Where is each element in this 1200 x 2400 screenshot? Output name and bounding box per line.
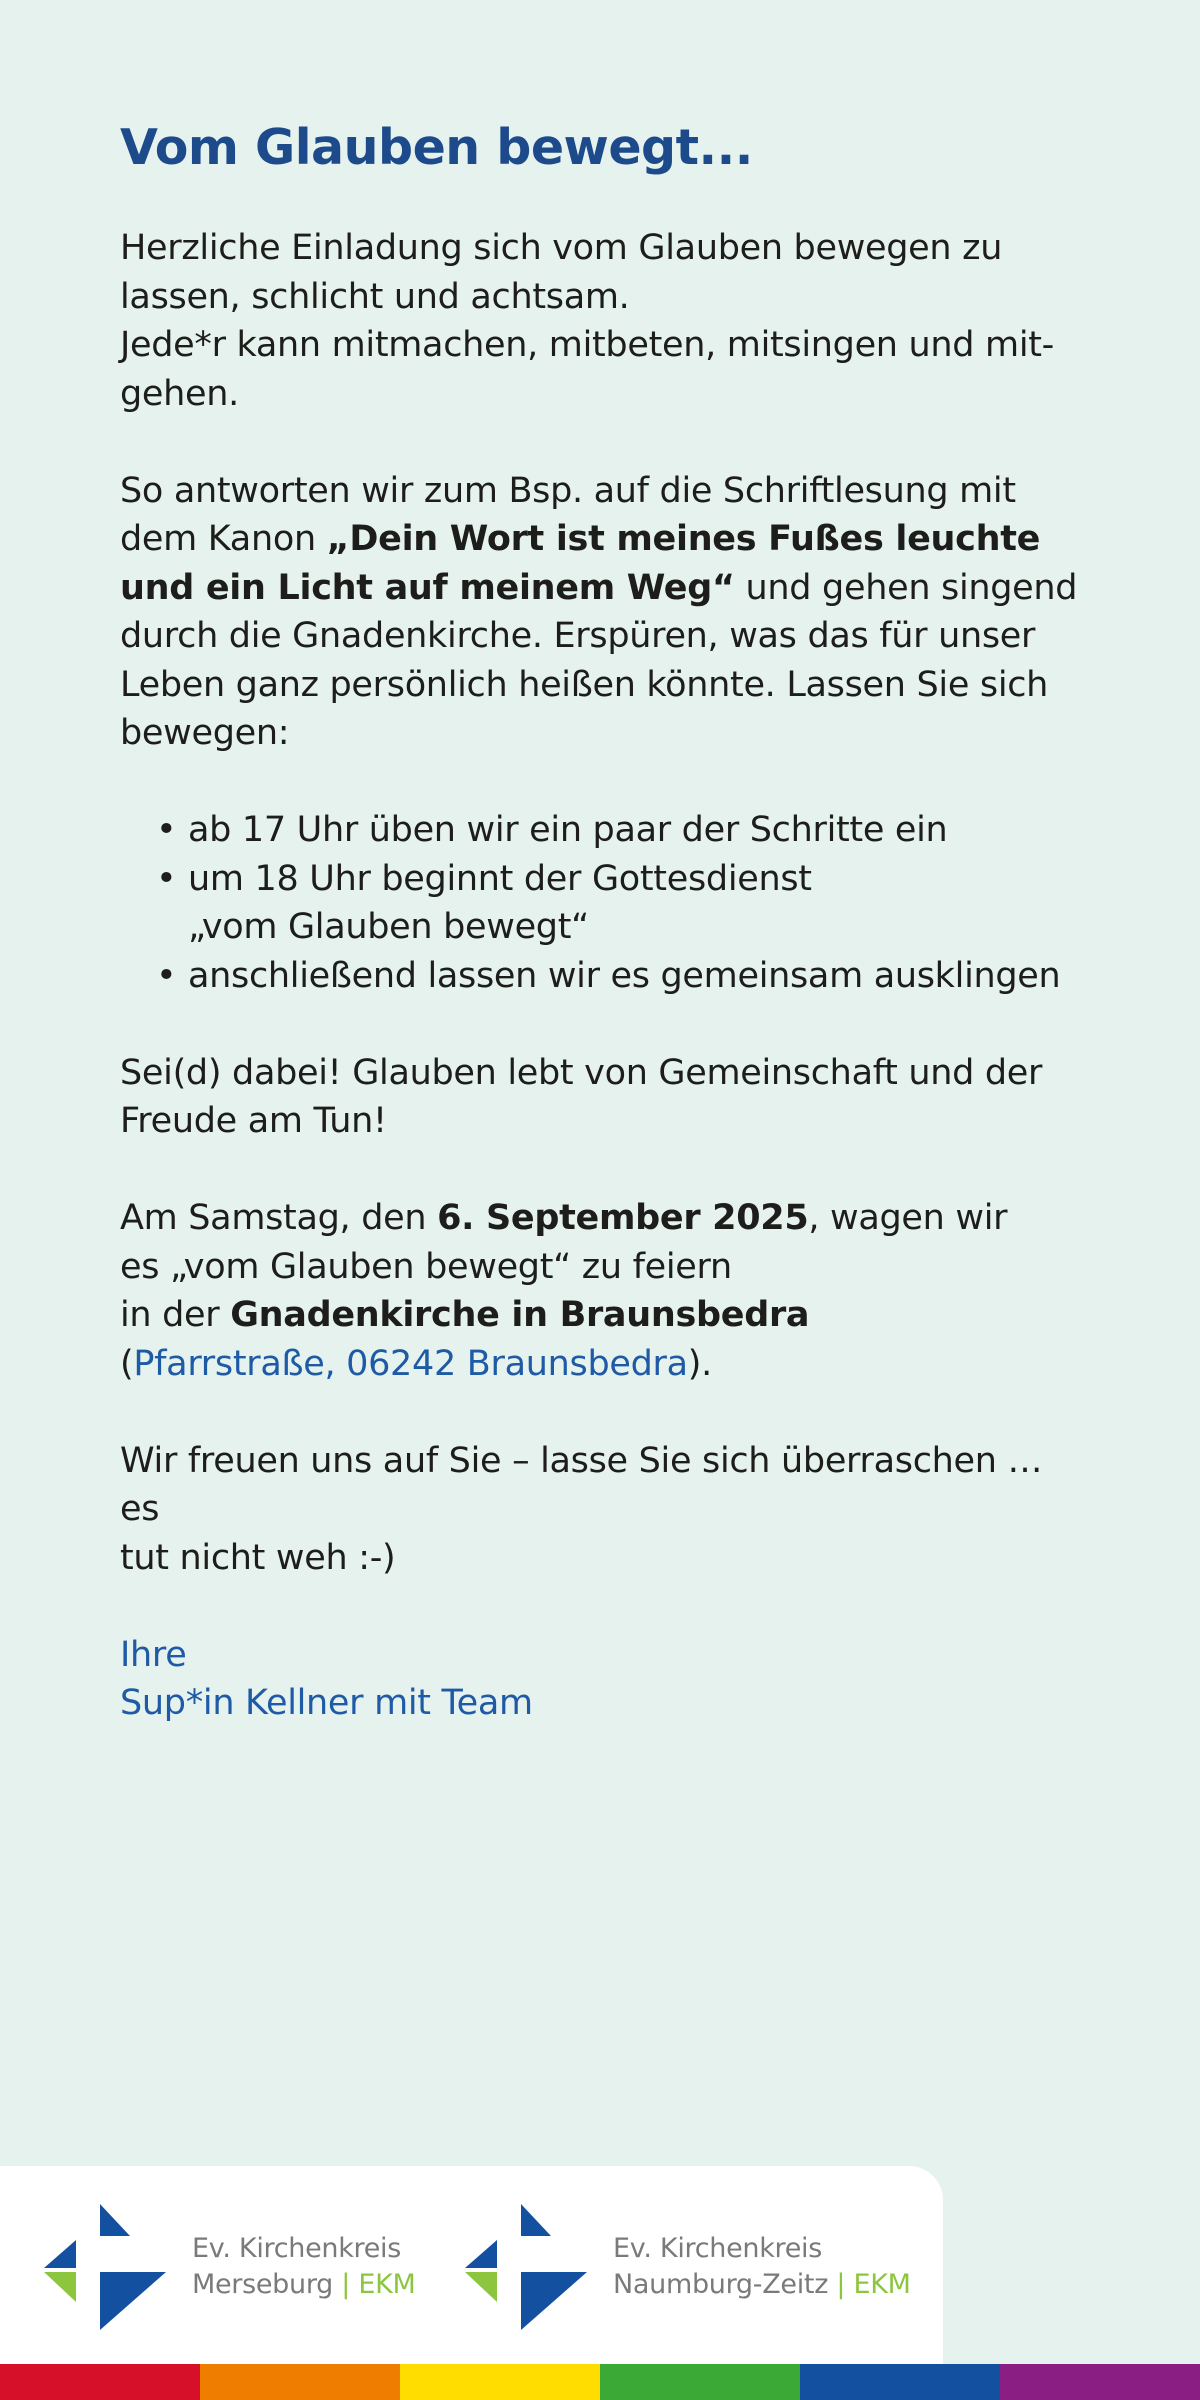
logo-ekm: EKM [358, 2269, 416, 2300]
rainbow-stripe [0, 2364, 200, 2400]
closing-line: Wir freuen uns auf Sie – lasse Sie sich überraschen … es [120, 1440, 1043, 1529]
logo-text [613, 2231, 911, 2303]
signature [120, 1631, 1080, 1728]
cross-logo-icon [459, 2202, 589, 2332]
event-text: ( [120, 1343, 134, 1384]
event-text: in der [120, 1295, 231, 1335]
logo-line: Ev. Kirchenkreis [613, 2233, 823, 2264]
logo-text [192, 2231, 416, 2303]
kanon-paragraph [120, 467, 1080, 758]
rainbow-stripe [800, 2364, 1000, 2400]
kanon-text: So antworten wir zum Bsp. auf die Schriftlesung mit [120, 470, 1016, 511]
rainbow-stripe [600, 2364, 800, 2400]
rainbow-stripe [1000, 2364, 1200, 2400]
intro-line: Herzliche Einladung sich vom Glauben bewegen zu [120, 228, 1003, 268]
list-item [156, 806, 1080, 855]
kanon-title: und ein Licht auf meinem Weg“ [120, 567, 735, 608]
intro-line: gehen. [120, 373, 239, 414]
page-title: Vom Glauben bewegt... [120, 119, 753, 176]
logo-merseburg [38, 2202, 416, 2332]
cross-logo-icon [38, 2202, 168, 2332]
signature-line: Sup*in Kellner mit Team [120, 1683, 533, 1723]
intro-line: lassen, schlicht und achtsam. [120, 276, 630, 317]
signature-line: Ihre [120, 1634, 187, 1675]
logo-separator: | [828, 2269, 854, 2300]
event-paragraph [120, 1194, 1080, 1388]
logo-line: Naumburg-Zeitz [613, 2269, 829, 2300]
event-text: ). [687, 1343, 712, 1384]
event-text: es „vom Glauben bewegt“ zu feiern [120, 1246, 732, 1287]
kanon-text: bewegen: [120, 713, 290, 753]
event-location: Gnadenkirche in Braunsbedra [230, 1295, 810, 1335]
logo-separator: | [333, 2269, 359, 2300]
rainbow-bar [0, 2364, 1200, 2400]
rainbow-stripe [200, 2364, 400, 2400]
kanon-text: durch die Gnadenkirche. Erspüren, was das für unser [120, 616, 1036, 656]
logo-line: Ev. Kirchenkreis [192, 2233, 402, 2264]
list-item-text: ab 17 Uhr üben wir ein paar der Schritte ein [188, 810, 948, 850]
intro-line: Jede*r kann mitmachen, mitbeten, mitsingen und mit- [120, 325, 1054, 365]
list-item-text: „vom Glauben bewegt“ [188, 907, 589, 947]
event-text: Am Samstag, den [120, 1198, 438, 1238]
intro-paragraph [120, 224, 1080, 418]
logo-ekm: EKM [853, 2269, 911, 2300]
invite-line: Freude am Tun! [120, 1101, 387, 1141]
list-item [156, 855, 1080, 952]
logo-line: Merseburg [192, 2269, 334, 2300]
schedule-list [120, 806, 1080, 1000]
kanon-text: Leben ganz persönlich heißen könnte. Lassen Sie sich [120, 664, 1049, 705]
list-item [156, 952, 1080, 1001]
kanon-text: und gehen singend [734, 567, 1078, 608]
logo-naumburg-zeitz [459, 2202, 911, 2332]
closing-line: tut nicht weh :-) [120, 1537, 396, 1578]
address-link[interactable]: Pfarrstraße, 06242 Braunsbedra [133, 1343, 688, 1384]
closing-paragraph [120, 1437, 1080, 1583]
list-item-text: um 18 Uhr beginnt der Gottesdienst [188, 858, 812, 899]
invite-line: Sei(d) dabei! Glauben lebt von Gemeinschaft und der [120, 1052, 1043, 1093]
main-content [120, 118, 1080, 1776]
kanon-title: „Dein Wort ist meines Fußes leuchte [326, 519, 1041, 559]
event-date: 6. September 2025 [437, 1198, 809, 1238]
invite-paragraph [120, 1049, 1080, 1146]
rainbow-stripe [400, 2364, 600, 2400]
list-item-text: anschließend lassen wir es gemeinsam ausklingen [188, 955, 1061, 996]
event-text: , wagen wir [808, 1198, 1008, 1238]
kanon-text: dem Kanon [120, 519, 327, 559]
